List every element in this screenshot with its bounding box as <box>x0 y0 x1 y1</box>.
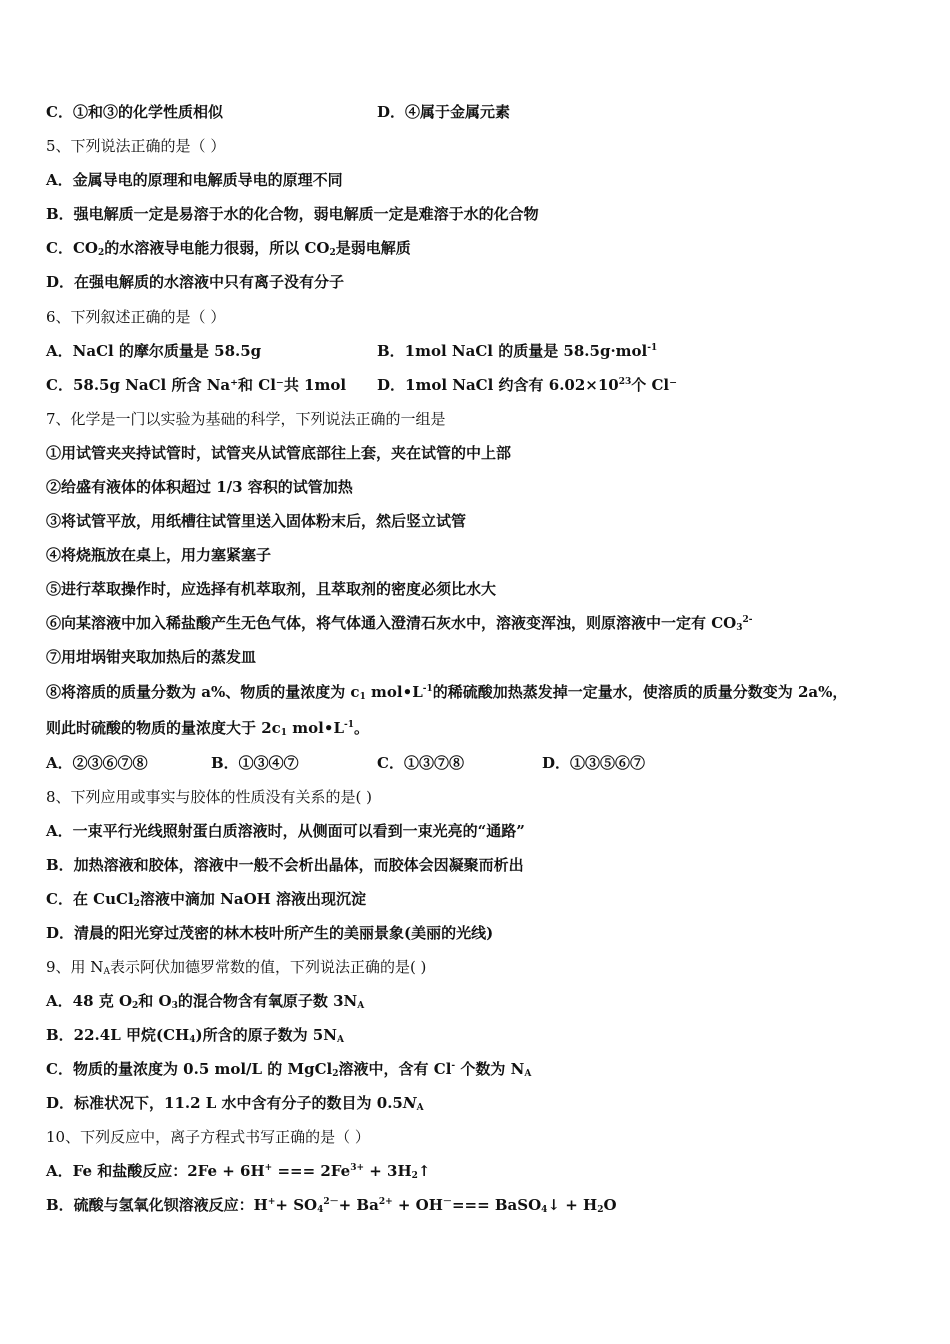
q6-option-b: B．1mol NaCl 的质量是 58.5g·mol$^{-1}$ <box>377 342 658 360</box>
q7-options <box>46 753 646 773</box>
q9-option-c: C．物质的量浓度为 0.5 mol/L 的 MgCl$_2$溶液中，含有 Cl- 个数为 $N_A$ <box>46 1060 532 1079</box>
q9-option-d: D．标准状况下，11.2 L 水中含有分子的数目为 $0.5N_A$ <box>46 1094 424 1113</box>
q4-options <box>46 102 511 122</box>
q4-option-d: D．④属于金属元素 <box>377 103 511 121</box>
q7-stem: 7、化学是一门以实验为基础的科学，下列说法正确的一组是 <box>46 410 446 428</box>
q7-statement-1: ①用试管夹夹持试管时，试管夹从试管底部往上套，夹在试管的中上部 <box>46 444 512 462</box>
q4-option-c: C．①和③的化学性质相似 <box>46 103 223 121</box>
q5-option-b: B．强电解质一定是易溶于水的化合物，弱电解质一定是难溶于水的化合物 <box>46 205 539 223</box>
q5-option-d: D．在强电解质的水溶液中只有离子没有分子 <box>46 273 345 291</box>
q8-stem: 8、下列应用或事实与胶体的性质没有关系的是( ) <box>46 788 373 806</box>
q8-option-c: C．在 CuCl$_2$溶液中滴加 NaOH 溶液出现沉淀 <box>46 890 367 909</box>
q7-option-a: A．②③⑥⑦⑧ <box>46 754 148 772</box>
q7-statement-8-cont: 则此时硫酸的物质的量浓度大于 $2c_1$ $mol•L^{-1}$。 <box>46 719 370 738</box>
q6-options-cd <box>46 375 678 395</box>
q7-option-d: D．①③⑤⑥⑦ <box>542 754 646 772</box>
q6-stem: 6、下列叙述正确的是（ ） <box>46 308 226 326</box>
q6-options-ab <box>46 341 658 361</box>
q7-statement-2: ②给盛有液体的体积超过 1/3 容积的试管加热 <box>46 478 353 496</box>
q7-statement-6: ⑥向某溶液中加入稀盐酸产生无色气体，将气体通入澄清石灰水中，溶液变浑浊，则原溶液中一定有 $CO_3^{2-}$ <box>46 614 753 633</box>
q5-option-c: C．$CO_2$的水溶液导电能力很弱，所以 $CO_2$是弱电解质 <box>46 239 411 258</box>
q7-statement-7: ⑦用坩埚钳夹取加热后的蒸发皿 <box>46 648 257 666</box>
q9-option-a: A．48 克 $O_2$和 $O_3$的混合物含有氧原子数 $3N_A$ <box>46 992 365 1011</box>
q8-option-d: D．清晨的阳光穿过茂密的林木枝叶所产生的美丽景象(美丽的光线) <box>46 924 494 942</box>
q10-stem: 10、下列反应中，离子方程式书写正确的是（ ） <box>46 1128 370 1146</box>
q8-option-b: B．加热溶液和胶体，溶液中一般不会析出晶体，而胶体会因凝聚而析出 <box>46 856 524 874</box>
q7-option-c: C．①③⑦⑧ <box>377 754 464 772</box>
q7-statement-5: ⑤进行萃取操作时，应选择有机萃取剂，且萃取剂的密度必须比水大 <box>46 580 497 598</box>
q8-option-a: A．一束平行光线照射蛋白质溶液时，从侧面可以看到一束光亮的“通路” <box>46 822 525 840</box>
q9-option-b: B．22.4L 甲烷$(CH_4)$所含的原子数为 $5N_A$ <box>46 1026 344 1045</box>
q10-option-a: A．Fe 和盐酸反应：2Fe + 6H+ === $2Fe^{3+}$ + $3H_2↑$ <box>46 1162 431 1181</box>
q9-stem: 9、用 $N_A$表示阿伏加德罗常数的值，下列说法正确的是( ) <box>46 958 427 977</box>
q7-statement-4: ④将烧瓶放在桌上，用力塞紧塞子 <box>46 546 272 564</box>
q7-option-b: B．①③④⑦ <box>211 754 299 772</box>
q7-statement-3: ③将试管平放，用纸槽往试管里送入固体粉末后，然后竖立试管 <box>46 512 467 530</box>
q5-option-a: A．金属导电的原理和电解质导电的原理不同 <box>46 171 343 189</box>
q6-option-d: D．1mol NaCl 约含有 $6.02\times 10^{23}$个 Cl⁻ <box>377 376 678 394</box>
q6-option-c: C．58.5g NaCl 所含 Na⁺和 Cl⁻共 1mol <box>46 376 347 394</box>
q6-option-a: A．NaCl 的摩尔质量是 58.5g <box>46 342 262 360</box>
q10-option-b: B．硫酸与氢氧化钡溶液反应：$H^++ SO_4^{2-}+ Ba^{2+} + OH^-===$ BaSO$_4$↓ + $H_2O$ <box>46 1196 617 1215</box>
q7-statement-8: ⑧将溶质的质量分数为 a%、物质的量浓度为 $c_1$ $mol•L^{-1}$的稀硫酸加热蒸发掉一定量水，使溶质的质量分数变为 2a%， <box>46 683 848 702</box>
q5-stem: 5、下列说法正确的是（ ） <box>46 137 226 155</box>
